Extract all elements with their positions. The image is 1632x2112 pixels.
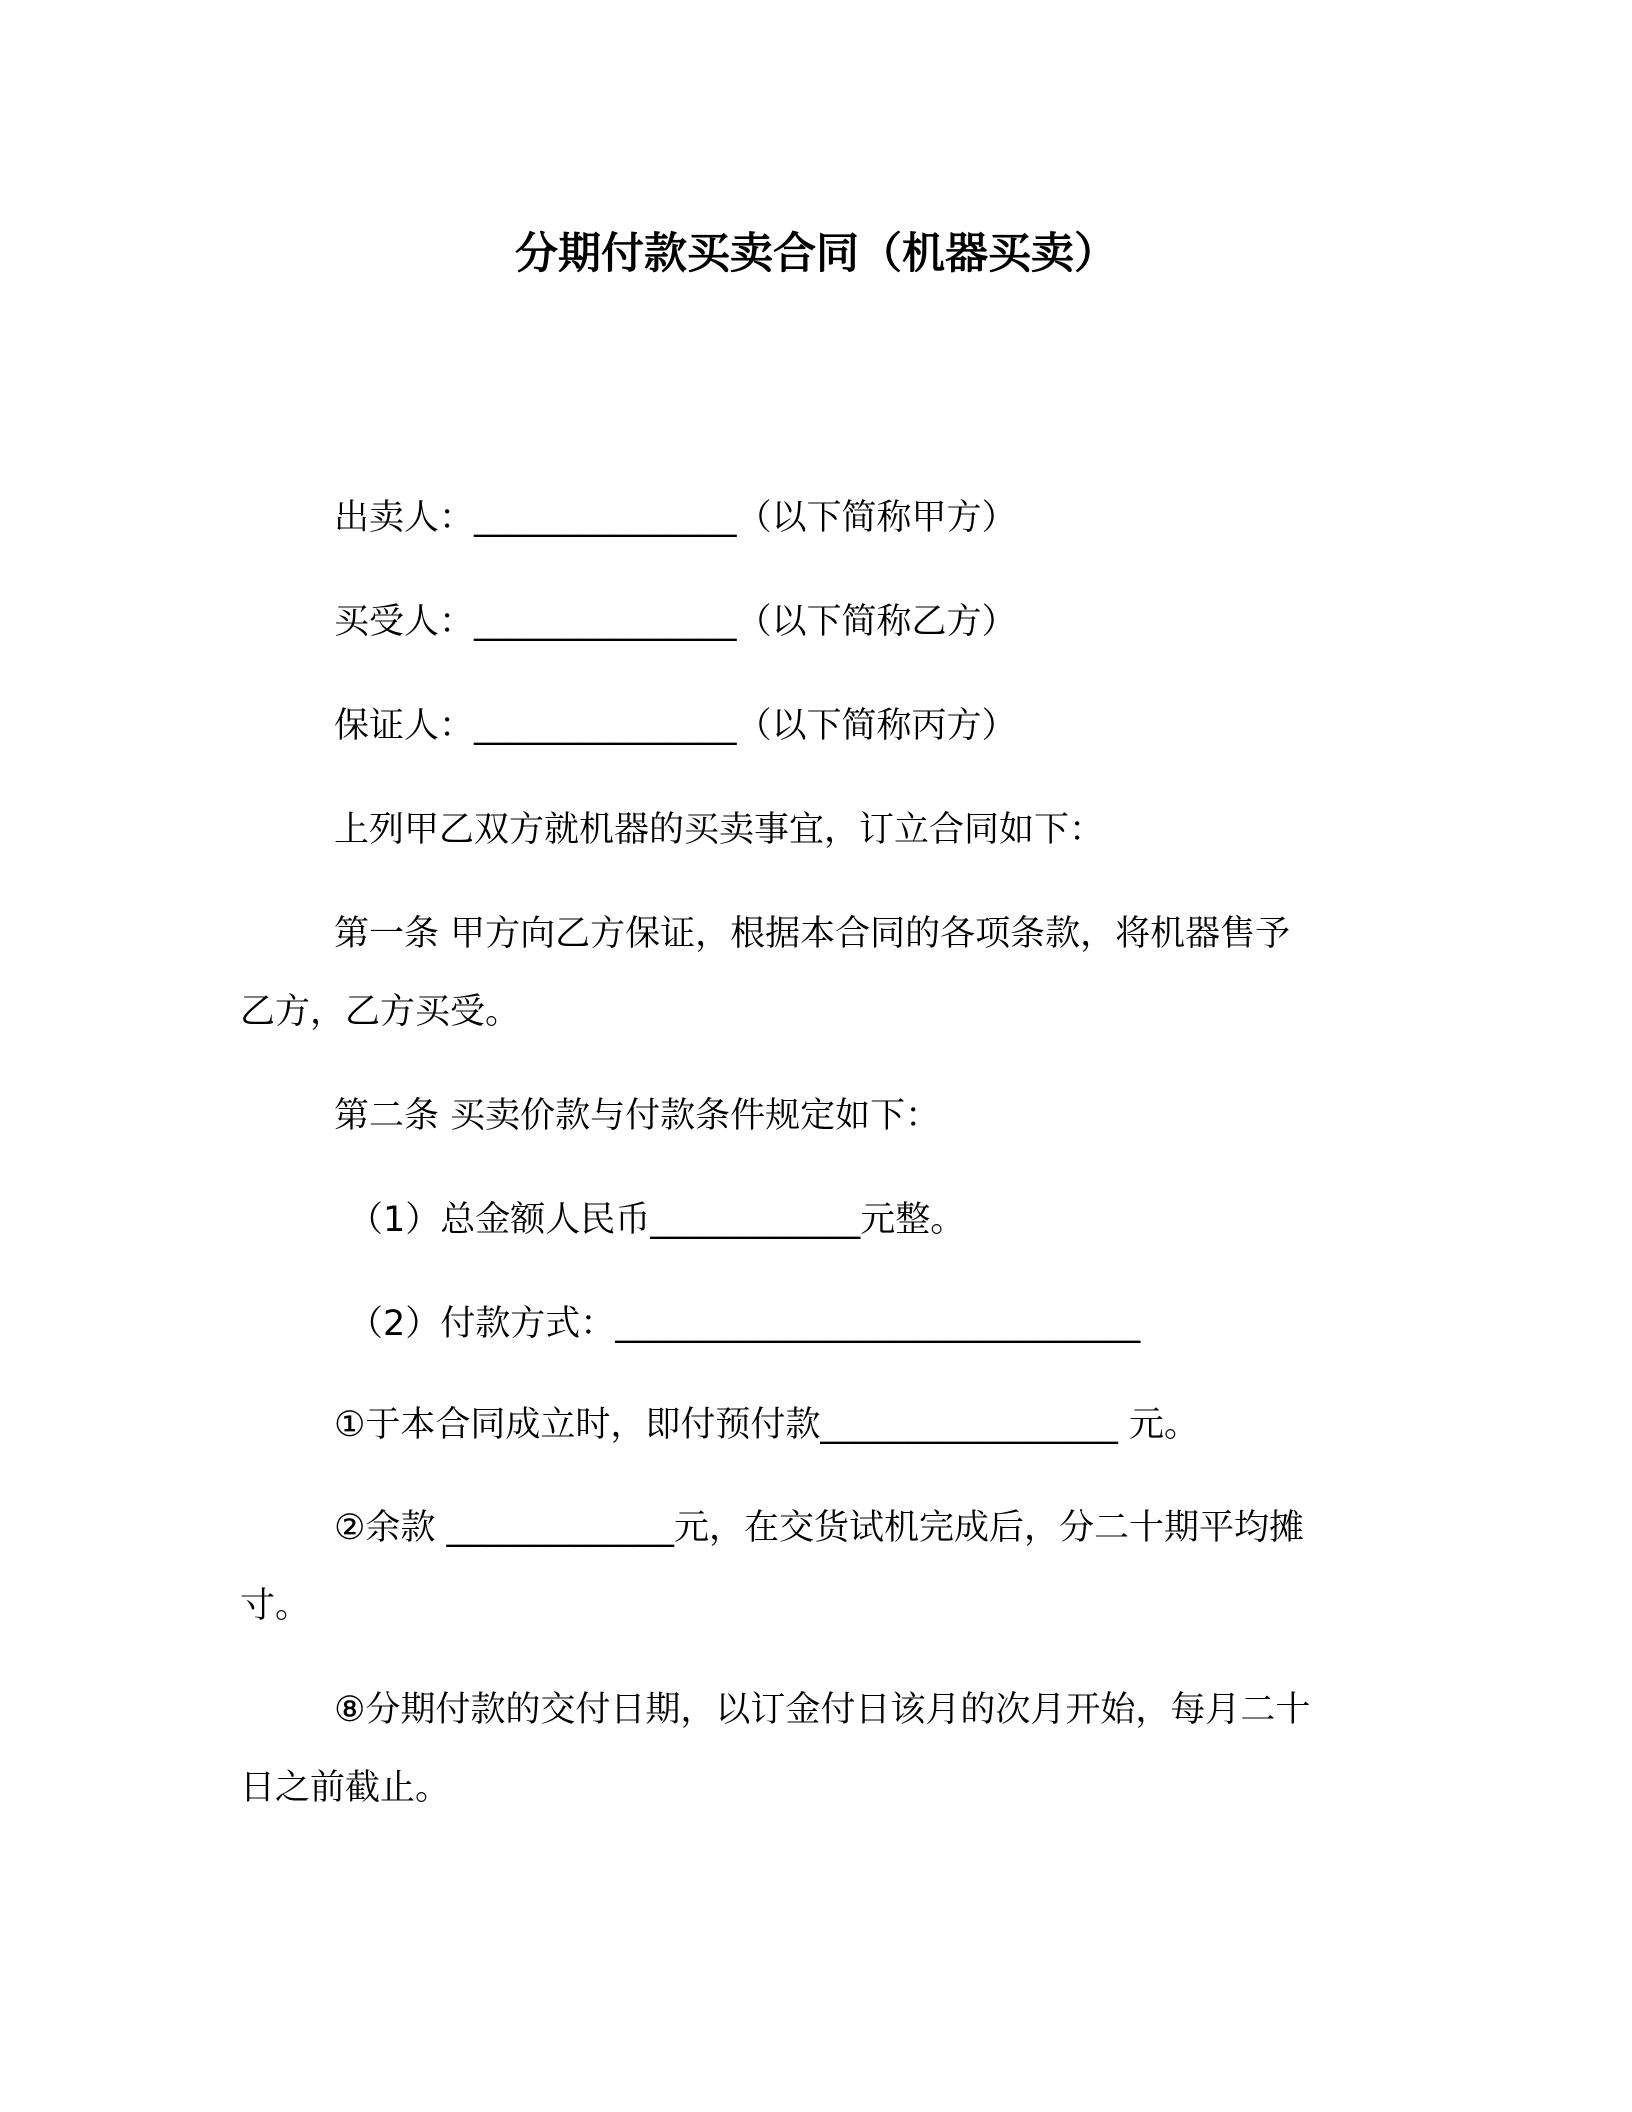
clause1: ①于本合同成立时，即付预付款_________________ 元。 <box>334 1405 1200 1445</box>
clause3-line1: ⑧分期付款的交付日期，以订金付日该月的次月开始，每月二十 <box>334 1690 1311 1730</box>
buyer-line: 买受人：_______________（以下简称乙方） <box>334 602 1017 642</box>
article2-item2: （2）付款方式：______________________________ <box>348 1304 1141 1344</box>
article1-line2: 乙方，乙方买受。 <box>240 992 521 1032</box>
article1-line1: 第一条 甲方向乙方保证，根据本合同的各项条款，将机器售予 <box>334 914 1291 954</box>
clause3-line2: 日之前截止。 <box>240 1768 451 1808</box>
article2-item1: （1）总金额人民币____________元整。 <box>348 1200 966 1240</box>
preamble: 上列甲乙双方就机器的买卖事宜，订立合同如下： <box>334 810 1105 850</box>
guarantor-line: 保证人：_______________（以下简称丙方） <box>334 706 1017 746</box>
document-title: 分期付款买卖合同（机器买卖） <box>515 229 1117 279</box>
clause2-line1: ②余款 _____________元，在交货试机完成后，分二十期平均摊 <box>334 1508 1305 1548</box>
article2-heading: 第二条 买卖价款与付款条件规定如下： <box>334 1096 941 1136</box>
clause2-line2: 寸。 <box>240 1586 311 1626</box>
seller-line: 出卖人：_______________（以下简称甲方） <box>334 498 1017 538</box>
